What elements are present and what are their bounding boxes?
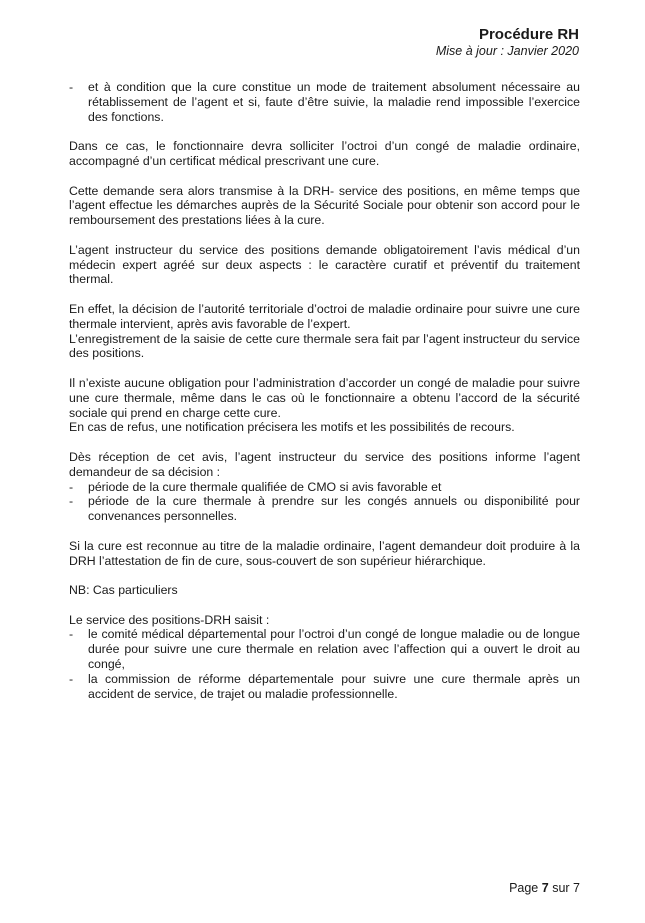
paragraph-end-of-cure: Si la cure est reconnue au titre de la maladie ordinaire, l’agent demandeur doit produire à la DRH l’attestation de fin de cure, sous-couvert de son supérieur hiérarchique. [69,538,580,568]
registration-text: L’enregistrement de la saisie de cette cure thermale sera fait par l’agent instructeur du service des positions. [69,331,580,361]
paragraph-transmission-drh: Cette demande sera alors transmise à la DRH- service des positions, en même temps que l’agent effectue les démarches auprès de la Sécurité Sociale pour obtenir son accord pour le remboursement des prestations liées à la cure. [69,183,580,228]
update-date: Mise à jour : Janvier 2020 [435,44,579,58]
paragraph-service-refers: Le service des positions-DRH saisit : [69,612,270,627]
refusal-text: En cas de refus, une notification précisera les motifs et les possibilités de recours. [69,420,515,435]
special-cases-list [69,627,580,701]
decision-text: En effet, la décision de l’autorité territoriale d’octroi de maladie ordinaire pour suivre une cure thermale intervient, après avis favorable de l’expert. [69,301,580,331]
decision-options-list [69,480,580,524]
paragraph-medical-opinion: L’agent instructeur du service des positions demande obligatoirement l’avis médical d’un médecin expert agréé sur deux aspects : le caractère curatif et préventif du traitement thermal. [69,242,580,287]
document-title: Procédure RH [478,26,579,43]
paragraph-decision-notice: Dès réception de cet avis, l’agent instructeur du service des positions informe l’agent demandeur de sa décision : [69,449,580,479]
list-item: - le comité médical départemental pour l’octroi d’un congé de longue maladie ou de longue durée pour suivre une cure thermale en relation avec l’affection qui a ouvert le droit au congé, [69,627,580,671]
intro-bullet-list [69,80,580,124]
list-item: - période de la cure thermale à prendre sur les congés annuels ou disponibilité pour convenances personnelles. [69,494,580,524]
page-footer [509,881,580,896]
of-label: sur [552,881,570,895]
page-header [436,26,579,59]
paragraph-decision [69,302,580,361]
page-number: 7 [541,881,549,895]
list-item: - période de la cure thermale qualifiée de CMO si avis favorable et [69,480,580,495]
paragraph-special-cases: NB: Cas particuliers [69,583,178,598]
paragraph-sick-leave-request: Dans ce cas, le fonctionnaire devra solliciter l’octroi d’un congé de maladie ordinaire, accompagné d’un certificat médical prescrivant une cure. [69,139,580,168]
paragraph-no-obligation [69,376,580,435]
list-item: - et à condition que la cure constitue un mode de traitement absolument nécessaire au rétablissement de l’agent et si, faute d’être suivie, la maladie rend impossible l’exercice des fonctions. [69,80,580,124]
page-label: Page [509,881,539,895]
document-body [69,80,580,701]
no-obligation-text: Il n’existe aucune obligation pour l’administration d’accorder un congé de maladie pour suivre une cure thermale, même dans le cas où le fonctionnaire a obtenu l’accord de la sécurité sociale qui prend en charge cette cure. [69,375,580,420]
total-pages: 7 [573,881,580,895]
list-item: - la commission de réforme départementale pour suivre une cure thermale après un accident de service, de trajet ou maladie professionnelle. [69,672,580,702]
